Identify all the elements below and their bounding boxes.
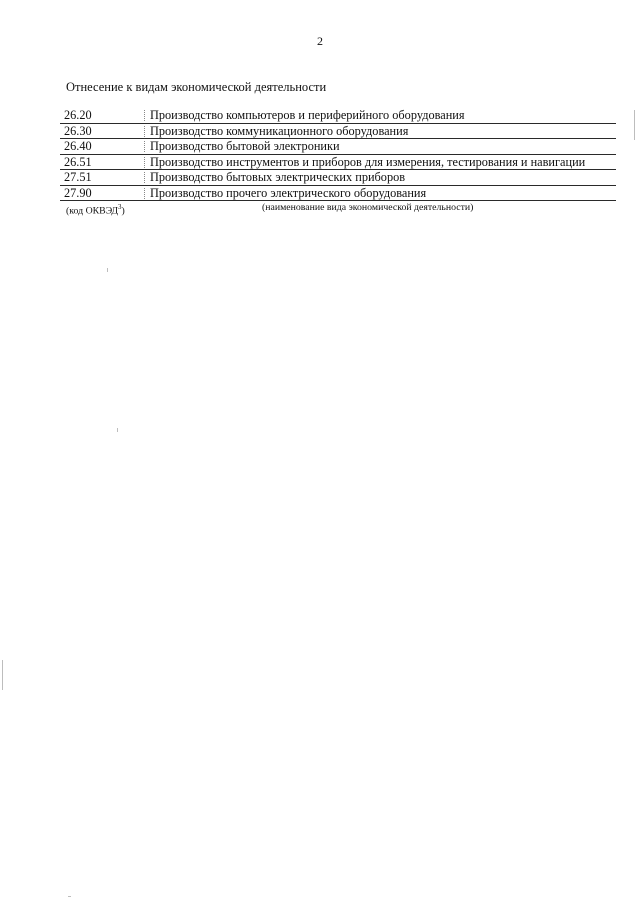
okved-table bbox=[60, 108, 616, 215]
activity-name: Производство коммуникационного оборудования bbox=[150, 123, 409, 138]
okved-row bbox=[60, 124, 616, 140]
column-separator bbox=[144, 157, 145, 168]
okved-code: 27.90 bbox=[64, 185, 92, 200]
okved-row bbox=[60, 170, 616, 186]
okved-row bbox=[60, 155, 616, 171]
activity-name: Производство компьютеров и периферийного оборудования bbox=[150, 108, 465, 122]
activity-name: Производство бытовых электрических приборов bbox=[150, 170, 406, 184]
okved-code: 26.20 bbox=[64, 108, 92, 122]
activity-name: Производство прочего электрического оборудования bbox=[150, 185, 427, 200]
okved-code-caption bbox=[66, 201, 125, 217]
activity-name-caption: (наименование вида экономической деятельности) bbox=[262, 202, 474, 213]
column-separator bbox=[144, 110, 145, 121]
table-caption bbox=[60, 201, 616, 215]
column-separator bbox=[144, 172, 145, 183]
scan-artifact bbox=[117, 428, 118, 432]
okved-row bbox=[60, 186, 616, 202]
footnote-marker: 3 bbox=[118, 203, 122, 211]
column-separator bbox=[144, 126, 145, 137]
okved-code-caption-close: ) bbox=[121, 205, 125, 217]
okved-row bbox=[60, 108, 616, 124]
section-title: Отнесение к видам экономической деятельности bbox=[66, 80, 327, 94]
column-separator bbox=[144, 188, 145, 199]
okved-row bbox=[60, 139, 616, 155]
activity-name: Производство инструментов и приборов для измерения, тестирования и навигации bbox=[150, 154, 586, 169]
okved-code: 26.30 bbox=[64, 123, 92, 138]
scan-artifact bbox=[68, 896, 71, 897]
okved-code-caption-label: (код ОКВЭД bbox=[66, 205, 119, 217]
scan-artifact bbox=[107, 268, 108, 272]
scan-artifact bbox=[2, 660, 3, 690]
page-number: 2 bbox=[317, 34, 323, 48]
scan-artifact bbox=[634, 110, 635, 140]
okved-code: 26.40 bbox=[64, 139, 92, 153]
okved-code: 27.51 bbox=[64, 170, 92, 184]
okved-code: 26.51 bbox=[64, 154, 92, 169]
activity-name: Производство бытовой электроники bbox=[150, 139, 340, 153]
column-separator bbox=[144, 141, 145, 152]
